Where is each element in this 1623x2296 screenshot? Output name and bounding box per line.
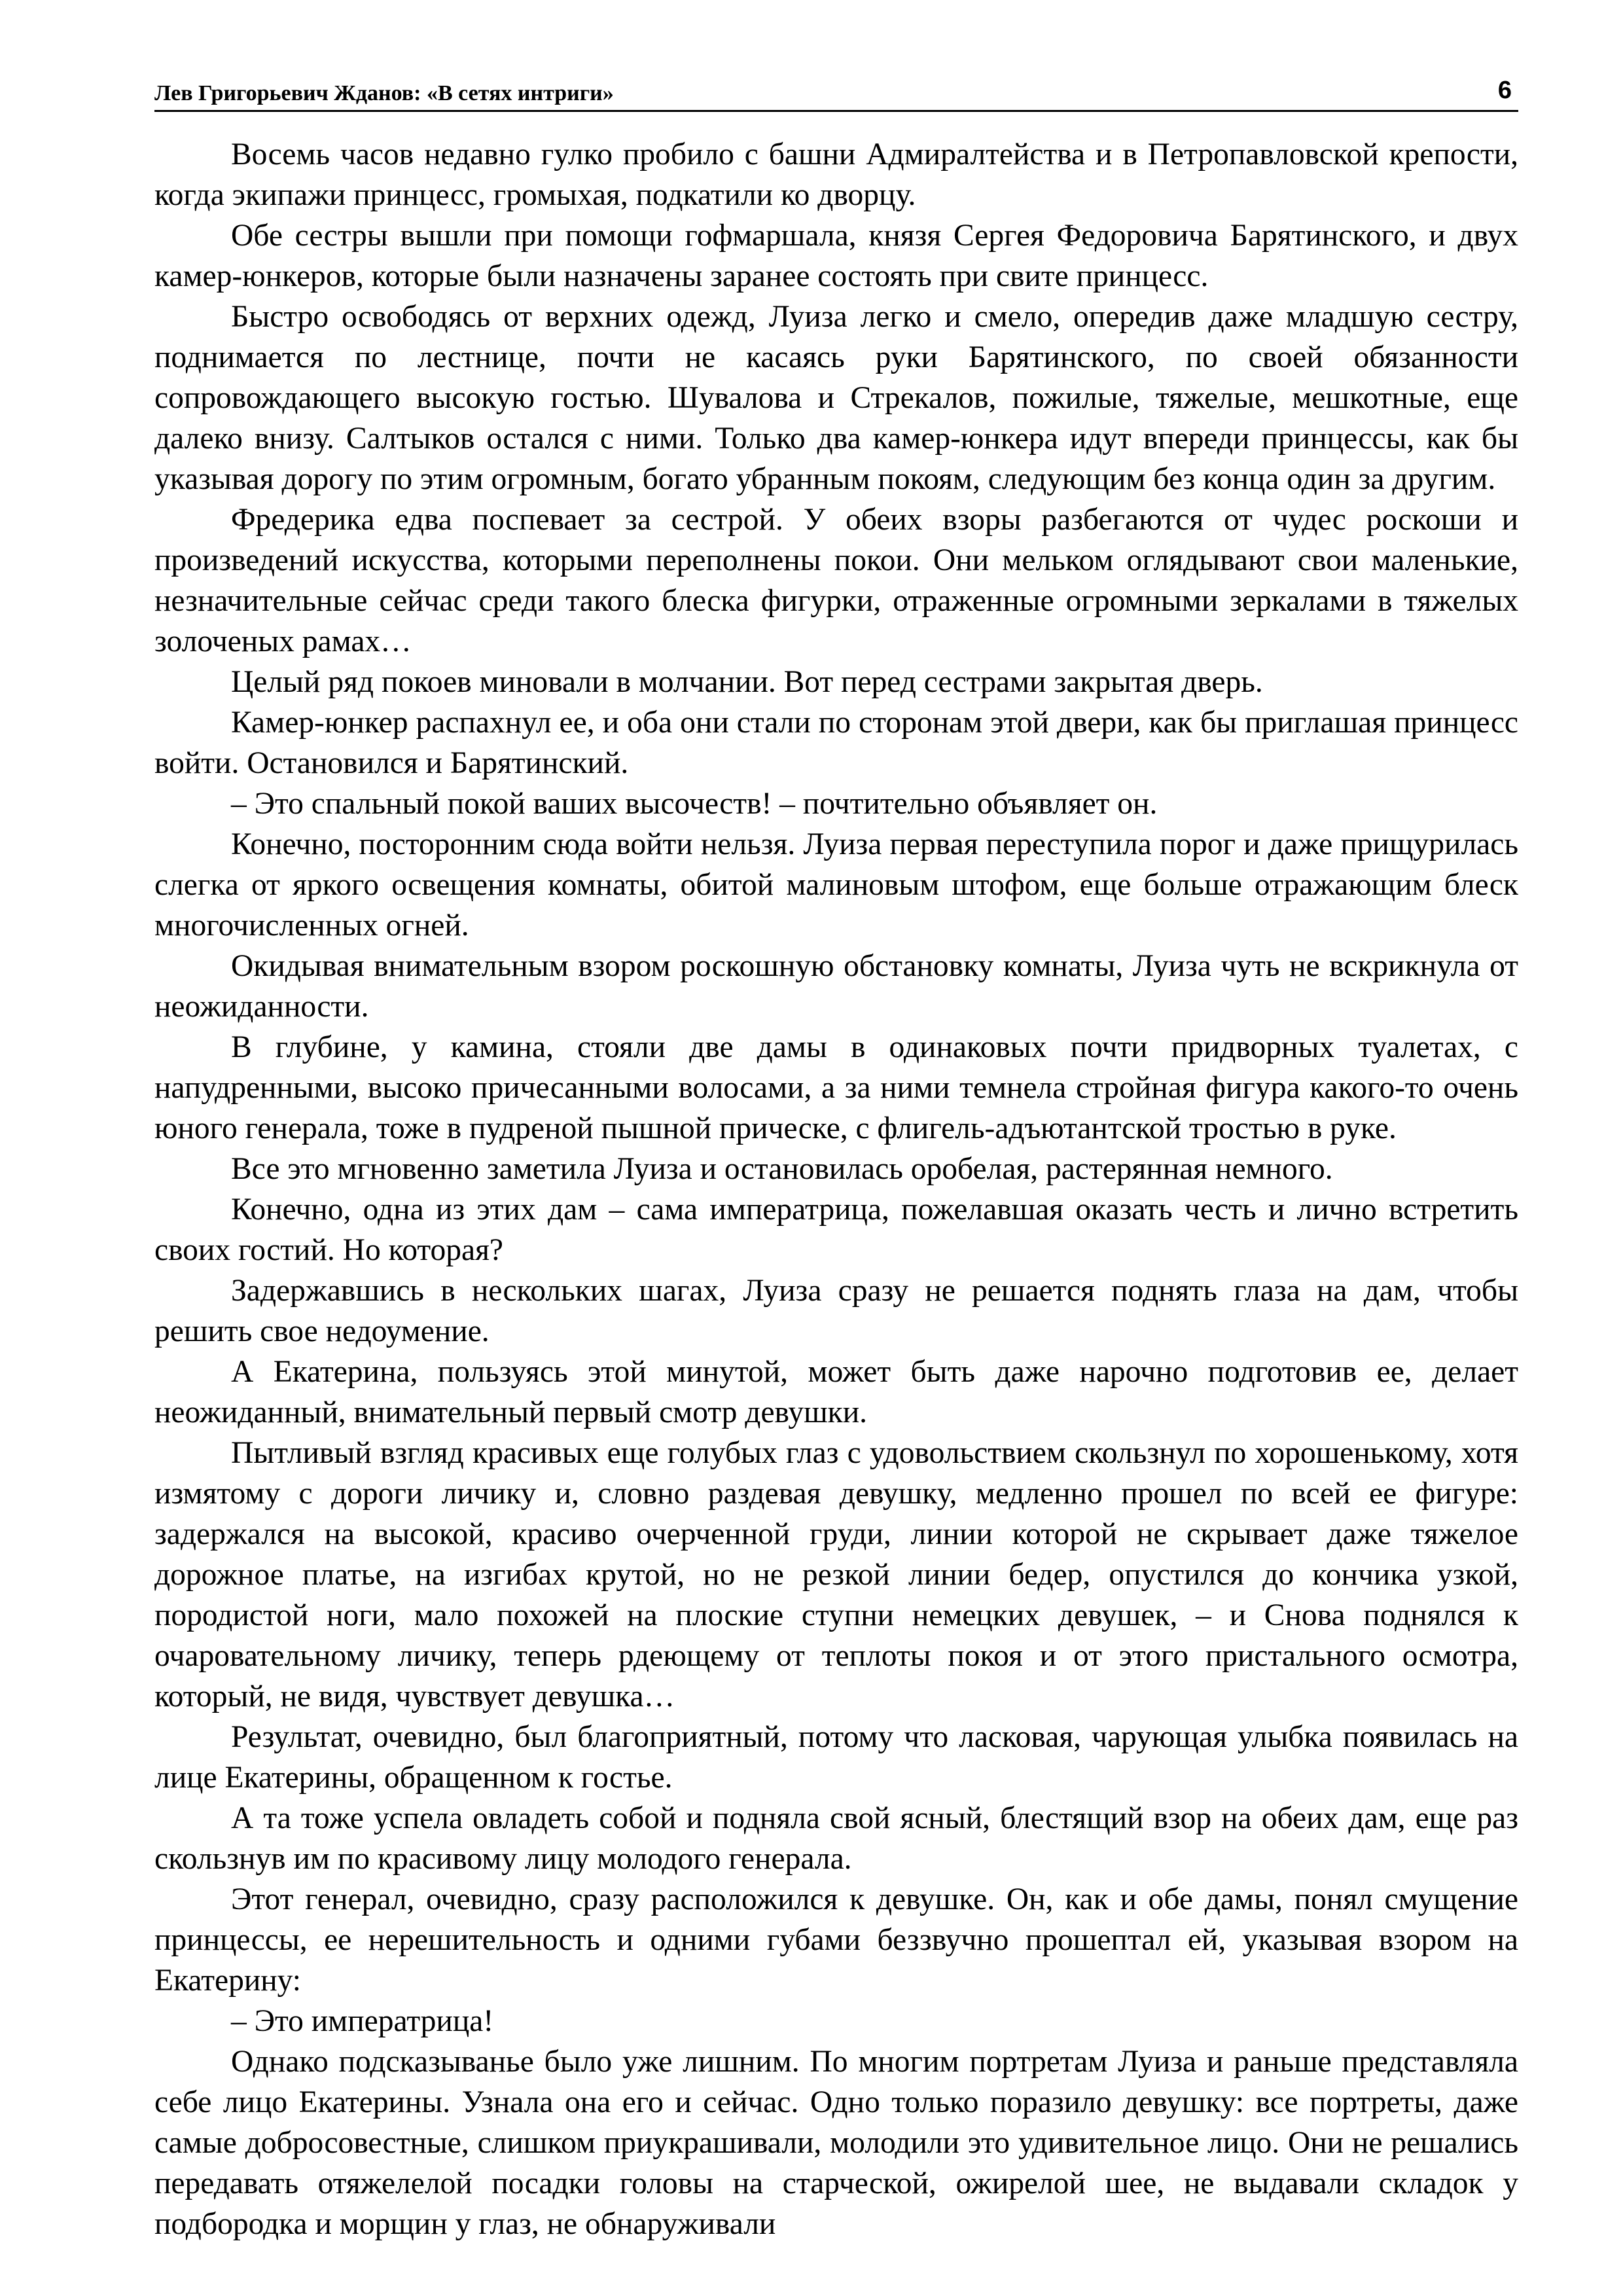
paragraph: В глубине, у камина, стояли две дамы в одинаковых почти придворных туалетах, с напудренными, высоко причесанными волосами, а за ними темнела стройная фигура какого-то очень юного генерала, тоже в пудреной пышной прическе, с флигель-адъютантской тростью в руке.	[154, 1030, 1518, 1145]
paragraph: Конечно, одна из этих дам – сама императрица, пожелавшая оказать честь и лично встретить своих гостий. Но которая?	[154, 1193, 1518, 1267]
paragraph: – Это императрица!	[231, 2004, 494, 2038]
paragraph: Однако подсказыванье было уже лишним. По многим портретам Луиза и раньше представляла себе лицо Екатерины. Узнала она его и сейчас. Одно только поразило девушку: все портреты, даже самые добросовестные, слишком приукрашивали, молодили это удивительное лицо. Они не решались передавать отяжелелой посадки головы на старческой, ожирелой шее, не выдавали складок у подбородка и морщин у глаз, не обнаруживали	[154, 2045, 1518, 2241]
paragraph: Камер-юнкер распахнул ее, и оба они стали по сторонам этой двери, как бы приглашая принцесс войти. Остановился и Барятинский.	[154, 706, 1518, 780]
paragraph: – Это спальный покой ваших высочеств! – почтительно объявляет он.	[231, 787, 1158, 821]
paragraph: Задержавшись в нескольких шагах, Луиза сразу не решается поднять глаза на дам, чтобы решить свое недоумение.	[154, 1274, 1518, 1348]
paragraph: Этот генерал, очевидно, сразу расположился к девушке. Он, как и обе дамы, понял смущение принцессы, ее нерешительность и одними губами беззвучно прошептал ей, указывая взором на Екатерину:	[154, 1882, 1518, 1998]
paragraph: А та тоже успела овладеть собой и подняла свой ясный, блестящий взор на обеих дам, еще раз скользнув им по красивому лицу молодого генерала.	[154, 1801, 1518, 1876]
paragraph: Все это мгновенно заметила Луиза и остановилась оробелая, растерянная немного.	[231, 1152, 1333, 1186]
paragraph: Пытливый взгляд красивых еще голубых глаз с удовольствием скользнул по хорошенькому, хотя измятому с дороги личику и, словно раздевая девушку, медленно прошел по всей ее фигуре: задержался на высокой, красиво очерченной груди, линии которой не скрывает даже тяжелое дорожное платье, на изгибах крутой, но не резкой линии бедер, опустился до кончика узкой, породистой ноги, мало похожей на плоские ступни немецких девушек, – и Снова поднялся к очаровательному личику, теперь рдеющему от теплоты покоя и от этого пристального осмотра, который, не видя, чувствует девушка…	[154, 1436, 1518, 1713]
paragraph: Обе сестры вышли при помощи гофмаршала, князя Сергея Федоровича Барятинского, и двух камер-юнкеров, которые были назначены заранее состоять при свите принцесс.	[154, 219, 1518, 293]
paragraph: Фредерика едва поспевает за сестрой. У обеих взоры разбегаются от чудес роскоши и произведений искусства, которыми переполнены покои. Они мельком оглядывают свои маленькие, незначительные сейчас среди такого блеска фигурки, отраженные огромными зеркалами в тяжелых золоченых рамах…	[154, 503, 1518, 658]
body-text	[154, 134, 1518, 2244]
paragraph: Окидывая внимательным взором роскошную обстановку комнаты, Луиза чуть не вскрикнула от неожиданности.	[154, 949, 1518, 1024]
paragraph: Быстро освободясь от верхних одежд, Луиза легко и смело, опередив даже младшую сестру, поднимается по лестнице, почти не касаясь руки Барятинского, по своей обязанности сопровождающего высокую гостью. Шувалова и Стрекалов, пожилые, тяжелые, мешкотные, еще далеко внизу. Салтыков остался с ними. Только два камер-юнкера идут впереди принцессы, как бы указывая дорогу по этим огромным, богато убранным покоям, следующим без конца один за другим.	[154, 300, 1518, 496]
running-header	[154, 71, 1518, 112]
page-number: 6	[1497, 77, 1512, 104]
paragraph: Восемь часов недавно гулко пробило с башни Адмиралтейства и в Петропавловской крепости, когда экипажи принцесс, громыхая, подкатили ко дворцу.	[154, 137, 1518, 212]
paragraph: А Екатерина, пользуясь этой минутой, может быть даже нарочно подготовив ее, делает неожиданный, внимательный первый смотр девушки.	[154, 1355, 1518, 1429]
paragraph: Конечно, посторонним сюда войти нельзя. Луиза первая переступила порог и даже прищурилась слегка от яркого освещения комнаты, обитой малиновым штофом, еще больше отражающим блеск многочисленных огней.	[154, 827, 1518, 942]
paragraph: Целый ряд покоев миновали в молчании. Вот перед сестрами закрытая дверь.	[231, 665, 1263, 699]
header-title: Лев Григорьевич Жданов: «В сетях интриги»	[154, 81, 614, 105]
paragraph: Результат, очевидно, был благоприятный, потому что ласковая, чарующая улыбка появилась на лице Екатерины, обращенном к гостье.	[154, 1720, 1518, 1795]
